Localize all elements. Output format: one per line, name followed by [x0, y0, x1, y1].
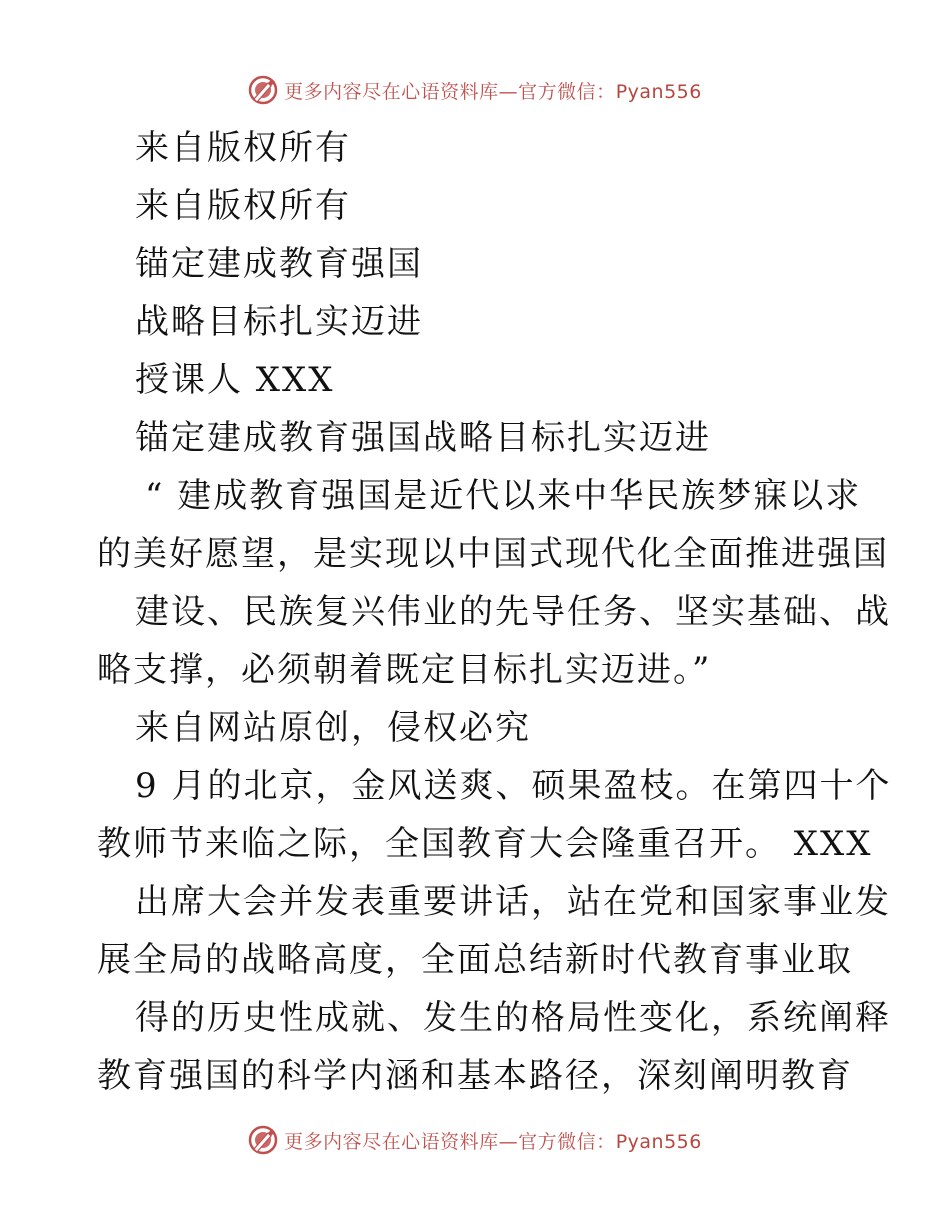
- text-line-16: 得的历史性成就、发生的格局性变化，系统阐释: [135, 998, 891, 1038]
- text-line-13: 教师节来临之际，全国教育大会隆重召开。 XXX: [97, 824, 873, 864]
- text-line-8: 的美好愿望，是实现以中国式现代化全面推进强国: [97, 534, 889, 574]
- banner-text: [284, 1127, 702, 1154]
- header-banner: [0, 70, 950, 110]
- banner-wechat-id: Pyan556: [615, 80, 702, 103]
- text-line-17: 教育强国的科学内涵和基本路径，深刻阐明教育: [97, 1056, 853, 1096]
- text-line-4: 战略目标扎实迈进: [135, 302, 423, 342]
- text-line-2: 来自版权所有: [135, 186, 351, 226]
- text-line-10: 略支撑，必须朝着既定目标扎实迈进。”: [97, 650, 712, 690]
- pen-logo-icon: [248, 75, 278, 105]
- banner-main-text: 更多内容尽在心语资料库: [284, 80, 499, 103]
- banner-separator: —: [498, 80, 519, 103]
- text-line-12: 9 月的北京，金风送爽、硕果盈枝。在第四十个: [135, 766, 892, 806]
- banner-official-label: 官方微信：: [518, 80, 616, 103]
- pen-logo-icon: [248, 1125, 278, 1155]
- text-line-7: “ 建成教育强国是近代以来中华民族梦寐以求: [145, 476, 862, 516]
- footer-banner: [0, 1120, 950, 1160]
- banner-official-label: 官方微信：: [518, 1130, 616, 1153]
- text-line-1: 来自版权所有: [135, 128, 351, 168]
- banner-text: [284, 77, 702, 104]
- text-line-9: 建设、民族复兴伟业的先导任务、坚实基础、战: [135, 592, 891, 632]
- banner-wechat-id: Pyan556: [615, 1130, 702, 1153]
- text-line-14: 出席大会并发表重要讲话，站在党和国家事业发: [135, 882, 891, 922]
- text-line-3: 锚定建成教育强国: [135, 244, 423, 284]
- banner-separator: —: [498, 1130, 519, 1153]
- banner-main-text: 更多内容尽在心语资料库: [284, 1130, 499, 1153]
- text-line-15: 展全局的战略高度，全面总结新时代教育事业取: [97, 940, 853, 980]
- text-line-5: 授课人 XXX: [135, 360, 335, 400]
- text-line-6: 锚定建成教育强国战略目标扎实迈进: [135, 418, 711, 458]
- text-line-11: 来自网站原创，侵权必究: [135, 708, 531, 748]
